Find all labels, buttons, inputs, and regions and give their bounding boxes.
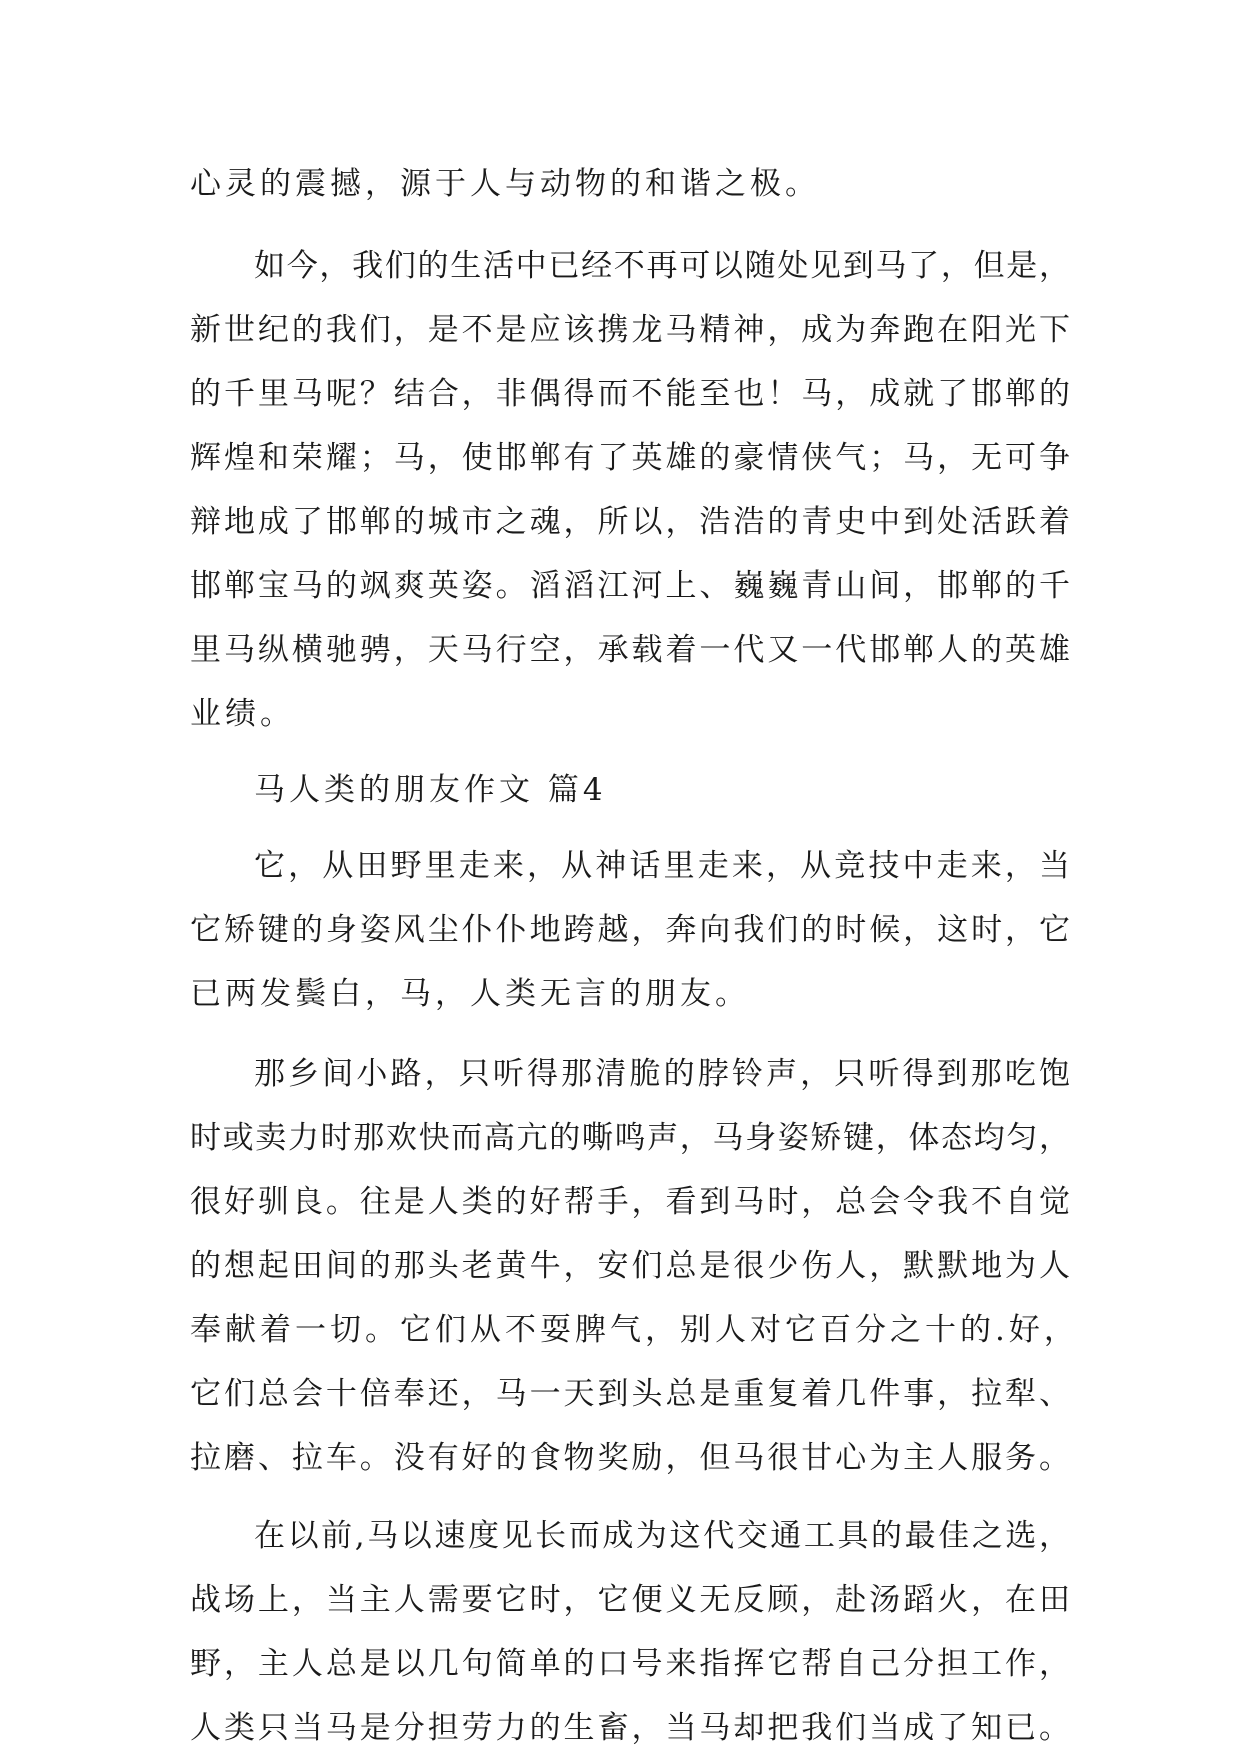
text-line: 辩地成了邯郸的城市之魂，所以，浩浩的青史中到处活跃着: [190, 504, 1070, 540]
text-line: 如今，我们的生活中已经不再可以随处见到马了，但是，: [254, 248, 1070, 284]
text-line: 新世纪的我们，是不是应该携龙马精神，成为奔跑在阳光下: [190, 312, 1070, 348]
text-line: 辉煌和荣耀；马，使邯郸有了英雄的豪情侠气；马，无可争: [190, 440, 1070, 476]
text-line: 奉献着一切。它们从不耍脾气，别人对它百分之十的.好，: [190, 1312, 1079, 1348]
text-line: 它矫键的身姿风尘仆仆地跨越，奔向我们的时候，这时，它: [190, 912, 1070, 948]
text-line: 那乡间小路，只听得那清脆的脖铃声，只听得到那吃饱: [254, 1056, 1070, 1092]
text-line: 它们总会十倍奉还，马一天到头总是重复着几件事，拉犁、: [190, 1376, 1070, 1412]
text-line: 业绩。: [190, 696, 295, 732]
section-heading: 马人类的朋友作文 篇4: [254, 772, 607, 808]
text-line: 的千里马呢？结合，非偶得而不能至也！马，成就了邯郸的: [190, 376, 1070, 412]
text-line: 心灵的震撼，源于人与动物的和谐之极。: [190, 166, 820, 202]
text-line: 的想起田间的那头老黄牛，安们总是很少伤人，默默地为人: [190, 1248, 1070, 1284]
text-line: 已两发鬓白，马，人类无言的朋友。: [190, 976, 750, 1012]
text-line: 很好驯良。往是人类的好帮手，看到马时，总会令我不自觉: [190, 1184, 1070, 1220]
text-line: 它，从田野里走来，从神话里走来，从竞技中走来，当: [254, 848, 1070, 884]
text-line: 拉磨、拉车。没有好的食物奖励，但马很甘心为主人服务。: [190, 1440, 1070, 1476]
text-line: 人类只当马是分担劳力的生畜，当马却把我们当成了知已。: [190, 1710, 1070, 1746]
text-line: 在以前,马以速度见长而成为这代交通工具的最佳之选，: [254, 1518, 1070, 1554]
text-line: 时或卖力时那欢快而高亢的嘶鸣声，马身姿矫键，体态均匀，: [190, 1120, 1070, 1156]
text-line: 里马纵横驰骋，天马行空，承载着一代又一代邯郸人的英雄: [190, 632, 1070, 668]
text-line: 邯郸宝马的飒爽英姿。滔滔江河上、巍巍青山间，邯郸的千: [190, 568, 1070, 604]
text-line: 战场上，当主人需要它时，它便义无反顾，赴汤蹈火，在田: [190, 1582, 1070, 1618]
text-line: 野，主人总是以几句简单的口号来指挥它帮自己分担工作，: [190, 1646, 1070, 1682]
